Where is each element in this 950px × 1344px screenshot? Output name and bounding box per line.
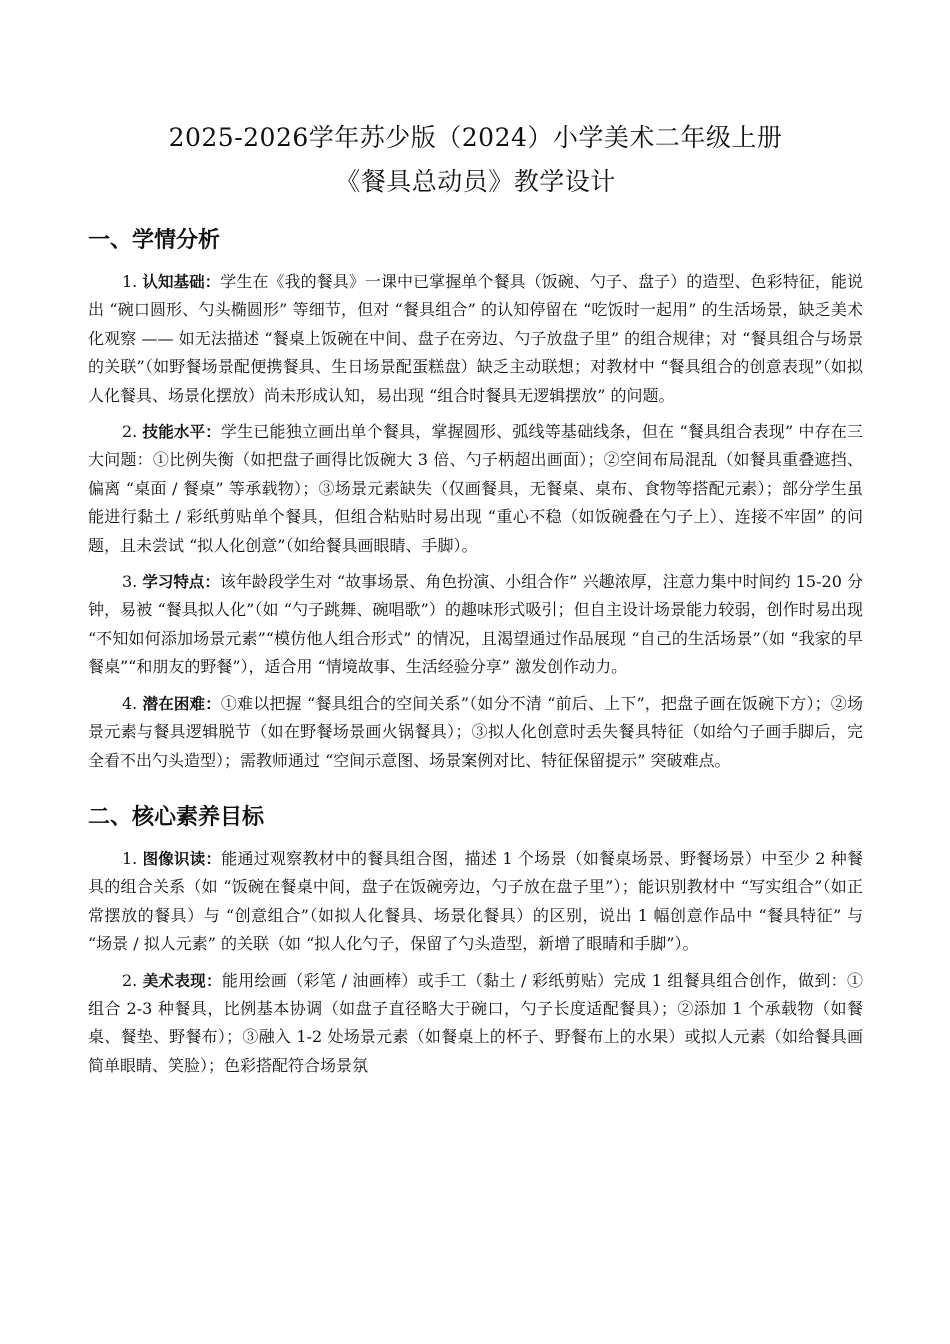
paragraph-label-colon: ： [205,423,221,442]
paragraph-text: 学生在《我的餐具》一课中已掌握单个餐具（饭碗、勺子、盘子）的造型、色彩特征，能说出 “碗口圆形、勺头椭圆形” 等细节，但对 “餐具组合” 的认知停留在 “吃饭时一起用” 的生活场景，缺乏美术化观察 —— 如无法描述 “餐桌上饭碗在中间、盘子在旁边、勺子放盘子里” 的组合规律；对 “餐具组合与场景的关联”（如野餐场景配便携餐具、生日场景配蛋糕盘）缺乏主动联想；对教材中 “餐具组合的创意表现”（如拟人化餐具、场景化摆放）尚未形成认知，易出现 “组合时餐具无逻辑摆放” 的问题。 [88,272,863,405]
paragraph-text: 能用绘画（彩笔 / 油画棒）或手工（黏土 / 彩纸剪贴）完成 1 组餐具组合创作，做到：①组合 2-3 种餐具，比例基本协调（如盘子直径略大于碗口，勺子长度适配餐具）；②添加 1 个承载物（如餐桌、餐垫、野餐布）；③融入 1-2 处场景元素（如餐桌上的杯子、野餐布上的水果）或拟人元素（如给餐具画简单眼睛、笑脸）；色彩搭配符合场景氛 [88,970,863,1075]
paragraph-label: 学习特点 [142,573,205,592]
paragraph-image-reading [88,845,863,959]
paragraph-text: 该年龄段学生对 “故事场景、角色扮演、小组合作” 兴趣浓厚，注意力集中时间约 15-20 分钟，易被 “餐具拟人化”（如 “勺子跳舞、碗唱歌”）的趣味形式吸引；但自主设计场景能力较弱，创作时易出现 “不知如何添加场景元素”“模仿他人组合形式” 的情况，且渴望通过作品展现 “自己的生活场景”（如 “我家的早餐桌”“和朋友的野餐”），适合用 “情境故事、生活经验分享” 激发创作动力。 [88,572,863,677]
paragraph-label: 图像识读 [142,849,206,868]
section-heading-core-literacy-goals: 二、核心素养目标 [88,804,265,830]
paragraph-label-colon: ： [204,573,220,592]
section-heading-learning-analysis: 一、学情分析 [88,228,221,253]
paragraph-number: 4. [122,693,143,713]
document-page [88,118,863,1088]
paragraph-number: 3. [122,572,143,592]
document-title-line2: 《餐具总动员》教学设计 [335,167,616,196]
paragraph-number: 1. [122,848,143,868]
paragraph-label-colon: ： [204,273,221,291]
paragraph-label-colon: ： [205,849,222,868]
paragraph-art-expression [88,967,863,1081]
paragraph-text: 能通过观察教材中的餐具组合图，描述 1 个场景（如餐桌场景、野餐场景）中至少 2 种餐具的组合关系（如 “饭碗在餐桌中间，盘子在饭碗旁边，勺子放在盘子里”）；能识别教材中 “写实组合”（如正常摆放的餐具）与 “创意组合”（如拟人化餐具、场景化餐具）的区别，说出 1 幅创意作品中 “餐具特征” 与 “场景 / 拟人元素” 的关联（如 “拟人化勺子，保留了勺头造型，新增了眼睛和手脚”）。 [88,848,863,954]
paragraph-text: 学生已能独立画出单个餐具，掌握圆形、弧线等基础线条，但在 “餐具组合表现” 中存在三大问题：①比例失衡（如把盘子画得比饭碗大 3 倍、勺子柄超出画面）；②空间布局混乱（如餐具重叠遮挡、偏离 “桌面 / 餐桌” 等承载物）；③场景元素缺失（仅画餐具，无餐桌、桌布、食物等搭配元素）；部分学生虽能进行黏土 / 彩纸剪贴单个餐具，但组合粘贴时易出现 “重心不稳（如饭碗叠在勺子上）、连接不牢固” 的问题，且未尝试 “拟人化创意”（如给餐具画眼睛、手脚）。 [88,422,863,555]
paragraph-number: 2. [122,422,143,442]
paragraph-number: 1. [122,272,143,291]
document-title-line1: 2025-2026学年苏少版（2024）小学美术二年级上册 [168,123,783,152]
paragraph-label: 认知基础 [142,273,205,291]
paragraph-label: 美术表现 [142,971,207,990]
paragraph-skill-level [88,418,863,560]
paragraph-label: 技能水平 [142,423,206,442]
paragraph-cognitive-basis [88,268,863,410]
paragraph-label-colon: ： [205,694,221,713]
paragraph-potential-difficulties [88,690,863,775]
paragraph-label: 潜在困难 [142,694,206,713]
paragraph-label-colon: ： [206,971,222,990]
paragraph-learning-traits [88,568,863,682]
paragraph-text: ①难以把握 “餐具组合的空间关系”（如分不清 “前后、上下”，把盘子画在饭碗下方）；②场景元素与餐具逻辑脱节（如在野餐场景画火锅餐具）；③拟人化创意时丢失餐具特征（如给勺子画手脚后，完全看不出勺头造型）；需教师通过 “空间示意图、场景案例对比、特征保留提示” 突破难点。 [88,693,863,770]
paragraph-number: 2. [122,970,143,990]
